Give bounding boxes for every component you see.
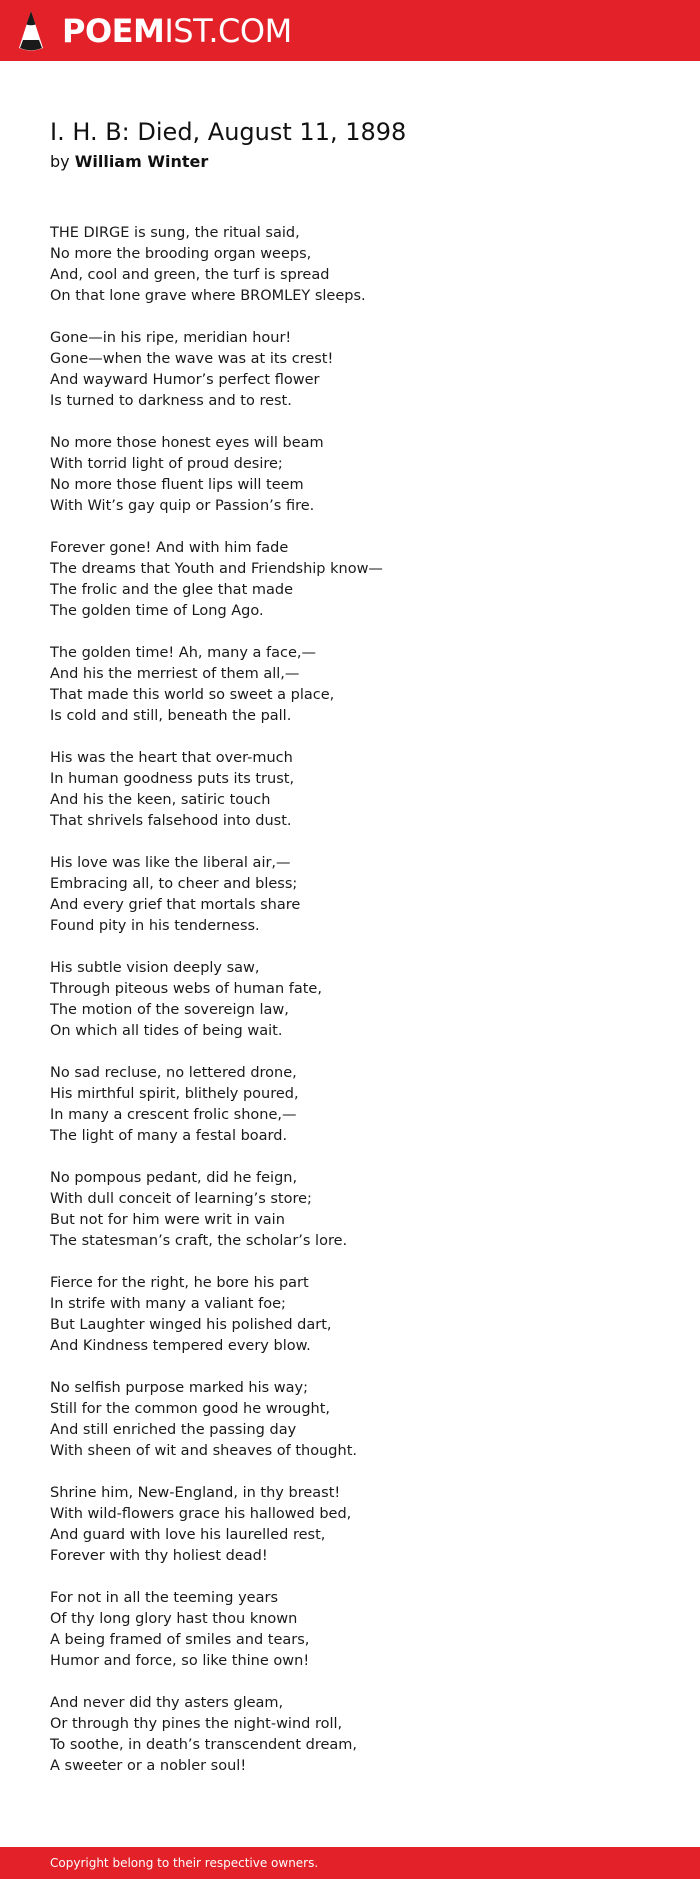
- byline-prefix: by: [50, 152, 70, 171]
- poem-stanza: [50, 643, 650, 727]
- logo-light-text: IST.COM: [164, 12, 292, 50]
- poem-line: Still for the common good he wrought,: [50, 1401, 331, 1417]
- poem-line: In human goodness puts its trust,: [50, 771, 295, 787]
- poem-line: With torrid light of proud desire;: [50, 456, 283, 472]
- poem-line: Humor and force, so like thine own!: [50, 1653, 310, 1669]
- poem-line: Fierce for the right, he bore his part: [50, 1275, 309, 1291]
- poem-stanza: [50, 748, 650, 832]
- copyright-notice: Copyright belong to their respective owners.: [50, 1856, 319, 1870]
- poem-line: No more those fluent lips will teem: [50, 477, 304, 493]
- poem-line: In strife with many a valiant foe;: [50, 1296, 286, 1312]
- byline: [50, 151, 650, 173]
- poem-line: And, cool and green, the turf is spread: [50, 267, 330, 283]
- poem-line: And Kindness tempered every blow.: [50, 1338, 311, 1354]
- poem-content: [50, 116, 650, 1798]
- poem-line: On which all tides of being wait.: [50, 1023, 283, 1039]
- poem-line: His mirthful spirit, blithely poured,: [50, 1086, 299, 1102]
- poem-line: His subtle vision deeply saw,: [50, 960, 260, 976]
- poem-line: Is cold and still, beneath the pall.: [50, 708, 292, 724]
- poem-line: A being framed of smiles and tears,: [50, 1632, 310, 1648]
- poem-line: Gone—when the wave was at its crest!: [50, 351, 334, 367]
- site-logo-text: [62, 10, 292, 52]
- poem-stanza: [50, 328, 650, 412]
- logo-bold-text: POEM: [62, 12, 165, 50]
- poem-stanza: [50, 223, 650, 307]
- poem-line: On that lone grave where BROMLEY sleeps.: [50, 288, 366, 304]
- poem-line: No pompous pedant, did he feign,: [50, 1170, 298, 1186]
- poem-line: With Wit’s gay quip or Passion’s fire.: [50, 498, 315, 514]
- poem-line: And never did thy asters gleam,: [50, 1695, 284, 1711]
- poem-line: And wayward Humor’s perfect flower: [50, 372, 320, 388]
- site-footer: [0, 1847, 700, 1879]
- poem-line: The golden time! Ah, many a face,—: [50, 645, 316, 661]
- poem-line: Shrine him, New-England, in thy breast!: [50, 1485, 341, 1501]
- poem-line: Of thy long glory hast thou known: [50, 1611, 298, 1627]
- poem-line: And his the keen, satiric touch: [50, 792, 271, 808]
- poem-line: The frolic and the glee that made: [50, 582, 294, 598]
- poem-line: The dreams that Youth and Friendship know—: [50, 561, 383, 577]
- poem-line: The golden time of Long Ago.: [50, 603, 264, 619]
- poem-line: With wild-flowers grace his hallowed bed,: [50, 1506, 352, 1522]
- poem-stanza: [50, 1483, 650, 1567]
- poem-stanza: [50, 1378, 650, 1462]
- poem-stanza: [50, 538, 650, 622]
- poem-line: No sad recluse, no lettered drone,: [50, 1065, 297, 1081]
- poem-line: And his the merriest of them all,—: [50, 666, 300, 682]
- poem-line: Embracing all, to cheer and bless;: [50, 876, 298, 892]
- poem-line: Forever with thy holiest dead!: [50, 1548, 268, 1564]
- poem-line: The motion of the sovereign law,: [50, 1002, 289, 1018]
- poem-line: The light of many a festal board.: [50, 1128, 288, 1144]
- poem-line: Found pity in his tenderness.: [50, 918, 260, 934]
- poem-line: To soothe, in death’s transcendent dream,: [50, 1737, 358, 1753]
- poem-title: I. H. B: Died, August 11, 1898: [50, 118, 407, 146]
- poem-stanza: [50, 958, 650, 1042]
- poem-stanza: [50, 1693, 650, 1777]
- pencil-tip-icon: [18, 10, 44, 52]
- poem-line: And still enriched the passing day: [50, 1422, 297, 1438]
- poem-stanza: [50, 1588, 650, 1672]
- poem-line: And guard with love his laurelled rest,: [50, 1527, 326, 1543]
- poem-line: And every grief that mortals share: [50, 897, 301, 913]
- poem-line: A sweeter or a nobler soul!: [50, 1758, 247, 1774]
- author-name[interactable]: William Winter: [74, 152, 209, 171]
- poem-line: Forever gone! And with him fade: [50, 540, 289, 556]
- poem-line: That shrivels falsehood into dust.: [50, 813, 292, 829]
- poem-stanza: [50, 1168, 650, 1252]
- poem-line: But not for him were writ in vain: [50, 1212, 285, 1228]
- poem-line: Is turned to darkness and to rest.: [50, 393, 292, 409]
- site-logo-link[interactable]: [18, 10, 292, 52]
- poem-line: Through piteous webs of human fate,: [50, 981, 322, 997]
- poem-line: In many a crescent frolic shone,—: [50, 1107, 297, 1123]
- poem-line: The statesman’s craft, the scholar’s lore.: [50, 1233, 348, 1249]
- poem-line: No more the brooding organ weeps,: [50, 246, 312, 262]
- poem-line: No more those honest eyes will beam: [50, 435, 324, 451]
- poem-line: THE DIRGE is sung, the ritual said,: [50, 225, 300, 241]
- poem-line: For not in all the teeming years: [50, 1590, 278, 1606]
- poem-line: With sheen of wit and sheaves of thought.: [50, 1443, 357, 1459]
- poem-stanza: [50, 433, 650, 517]
- poem-body: [50, 223, 650, 1777]
- poem-stanza: [50, 853, 650, 937]
- site-header: [0, 0, 700, 61]
- poem-stanza: [50, 1273, 650, 1357]
- poem-line: His was the heart that over-much: [50, 750, 293, 766]
- poem-line: Or through thy pines the night-wind roll,: [50, 1716, 343, 1732]
- poem-stanza: [50, 1063, 650, 1147]
- poem-line: Gone—in his ripe, meridian hour!: [50, 330, 292, 346]
- poem-line: His love was like the liberal air,—: [50, 855, 291, 871]
- poem-line: With dull conceit of learning’s store;: [50, 1191, 312, 1207]
- poem-line: That made this world so sweet a place,: [50, 687, 335, 703]
- poem-line: But Laughter winged his polished dart,: [50, 1317, 332, 1333]
- poem-line: No selfish purpose marked his way;: [50, 1380, 309, 1396]
